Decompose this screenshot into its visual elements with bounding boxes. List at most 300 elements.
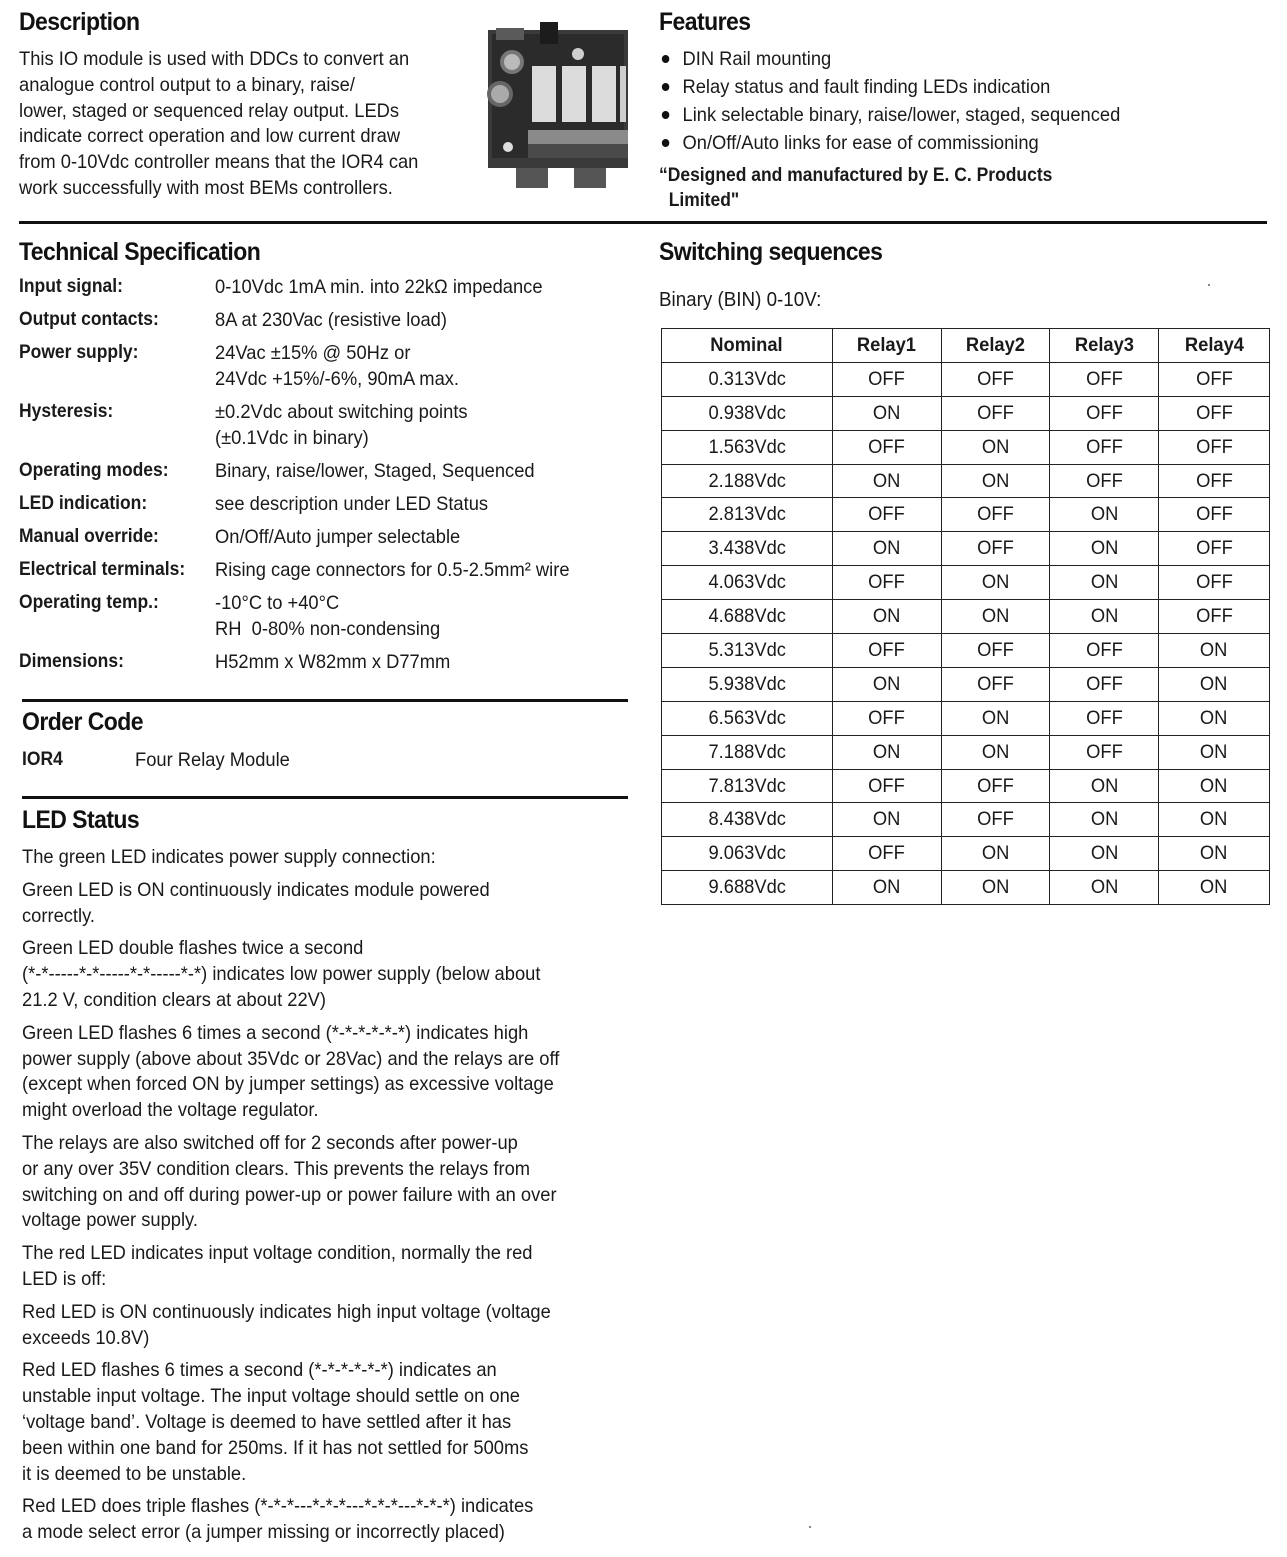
nominal-voltage-cell	[662, 735, 833, 769]
description-line: from 0-10Vdc controller means that the IOR4 can	[19, 151, 419, 174]
column-header-nominal	[662, 329, 833, 363]
relay-state-cell	[1050, 430, 1159, 464]
cell-text: 6.563Vdc	[708, 706, 786, 729]
description-line: lower, staged or sequenced relay output. LEDs	[19, 99, 400, 122]
relay-state-cell	[941, 464, 1050, 498]
paragraph-line: The red LED indicates input voltage condition, normally the red	[22, 1242, 533, 1265]
relay-state-cell	[1159, 735, 1270, 769]
paragraph-line: Red LED is ON continuously indicates high input voltage (voltage	[22, 1300, 551, 1323]
led-status-paragraph	[22, 1300, 600, 1352]
cell-text: OFF	[868, 706, 905, 729]
nominal-voltage-cell	[662, 396, 833, 430]
spec-label: Dimensions:	[19, 651, 124, 672]
relay-state-cell	[832, 362, 941, 396]
cell-text: 4.063Vdc	[708, 571, 786, 594]
feature-item	[659, 129, 1232, 157]
header-text: Relay3	[1074, 333, 1134, 356]
relay-state-cell	[941, 701, 1050, 735]
cell-text: OFF	[868, 774, 905, 797]
paragraph-line: voltage power supply.	[22, 1209, 198, 1232]
spec-row-electrical-terminals	[19, 557, 634, 583]
relay-state-cell	[832, 498, 941, 532]
paragraph-line: The green LED indicates power supply connection:	[22, 846, 436, 868]
spec-row-operating-temp	[19, 590, 634, 642]
relay-state-cell	[941, 566, 1050, 600]
scan-speck	[809, 1526, 811, 1528]
nominal-voltage-cell	[662, 769, 833, 803]
description-line: indicate correct operation and low current draw	[19, 125, 401, 148]
spec-value-line: On/Off/Auto jumper selectable	[215, 526, 461, 548]
credit-line: “Designed and manufactured by E. C. Products	[659, 165, 1053, 186]
table-row	[662, 769, 1270, 803]
relay-state-cell	[1159, 837, 1270, 871]
cell-text: OFF	[1195, 469, 1233, 492]
nominal-voltage-cell	[662, 803, 833, 837]
spec-row-input-signal	[19, 274, 634, 300]
order-code-section	[22, 708, 632, 772]
cell-text: OFF	[1195, 571, 1233, 594]
cell-text: OFF	[1195, 503, 1233, 526]
relay-state-cell	[1050, 769, 1159, 803]
cell-text: ON	[981, 842, 1010, 865]
feature-item	[659, 45, 1232, 73]
relay-state-cell	[1159, 667, 1270, 701]
table-row	[662, 701, 1270, 735]
cell-text: ON	[872, 605, 901, 628]
header-text: Relay4	[1184, 333, 1244, 356]
spec-label: Operating temp.:	[19, 592, 159, 613]
spec-value-line: H52mm x W82mm x D77mm	[215, 651, 451, 673]
relay-state-cell	[1159, 396, 1270, 430]
cell-text: 3.438Vdc	[708, 537, 786, 560]
relay-state-cell	[1050, 701, 1159, 735]
relay-state-cell	[941, 871, 1050, 905]
relay-state-cell	[1159, 532, 1270, 566]
relay-state-cell	[1050, 498, 1159, 532]
cell-text: 8.438Vdc	[708, 808, 786, 831]
cell-text: ON	[1090, 808, 1118, 831]
relay-state-cell	[832, 667, 941, 701]
cell-text: OFF	[1195, 537, 1233, 560]
paragraph-line: ‘voltage band’. Voltage is deemed to have settled after it has	[22, 1410, 512, 1433]
cell-text: ON	[1200, 876, 1228, 899]
relay-state-cell	[941, 634, 1050, 668]
cell-text: ON	[1200, 672, 1228, 695]
cell-text: OFF	[1195, 435, 1233, 458]
spec-value	[215, 340, 459, 392]
cell-text: ON	[981, 605, 1010, 628]
paragraph-line: it is deemed to be unstable.	[22, 1462, 247, 1485]
relay-state-cell	[941, 735, 1050, 769]
description-heading: Description	[19, 8, 140, 36]
led-status-paragraph	[22, 845, 600, 871]
feature-text: DIN Rail mounting	[682, 48, 832, 70]
spec-value	[215, 491, 488, 517]
paragraph-line: Red LED flashes 6 times a second (*-*-*-*-*-*) indicates an	[22, 1359, 497, 1382]
relay-state-cell	[1050, 634, 1159, 668]
cell-text: 5.938Vdc	[708, 672, 786, 695]
relay-state-cell	[1050, 396, 1159, 430]
spec-value	[215, 557, 570, 583]
relay-state-cell	[832, 769, 941, 803]
nominal-voltage-cell	[662, 498, 833, 532]
table-row	[662, 600, 1270, 634]
header-text: Nominal	[710, 333, 783, 356]
cell-text: ON	[1090, 537, 1118, 560]
order-code-row	[22, 749, 632, 772]
cell-text: ON	[1090, 876, 1118, 899]
spec-label: Input signal:	[19, 276, 123, 297]
spec-value-line: 8A at 230Vac (resistive load)	[215, 309, 447, 331]
cell-text: ON	[872, 876, 901, 899]
relay-state-cell	[832, 464, 941, 498]
relay-state-cell	[1050, 362, 1159, 396]
spec-label: Manual override:	[19, 526, 159, 547]
spec-row-manual-override	[19, 524, 634, 550]
relay-state-cell	[941, 769, 1050, 803]
spec-value-line: 24Vdc +15%/-6%, 90mA max.	[215, 368, 460, 390]
spec-value	[215, 307, 447, 333]
paragraph-line: Green LED flashes 6 times a second (*-*-*-*-*-*) indicates high	[22, 1021, 529, 1044]
cell-text: OFF	[868, 435, 905, 458]
spec-value-line: ±0.2Vdc about switching points	[215, 401, 468, 423]
relay-state-cell	[1159, 871, 1270, 905]
cell-text: 4.688Vdc	[708, 605, 786, 628]
cell-text: OFF	[1195, 605, 1233, 628]
relay-state-cell	[832, 600, 941, 634]
nominal-voltage-cell	[662, 634, 833, 668]
table-row	[662, 871, 1270, 905]
cell-text: 2.188Vdc	[708, 469, 786, 492]
spec-value	[215, 458, 535, 484]
relay-state-cell	[832, 735, 941, 769]
cell-text: OFF	[977, 367, 1014, 390]
header-text: Relay2	[965, 333, 1025, 356]
cell-text: OFF	[1085, 401, 1123, 424]
cell-text: OFF	[1085, 435, 1123, 458]
cell-text: 5.313Vdc	[708, 638, 786, 661]
relay-state-cell	[941, 803, 1050, 837]
relay-state-cell	[1159, 566, 1270, 600]
bullet-icon	[662, 139, 670, 147]
cell-text: OFF	[868, 842, 905, 865]
cell-text: ON	[872, 469, 901, 492]
spec-row-output-contacts	[19, 307, 634, 333]
spec-label: Power supply:	[19, 342, 139, 363]
spec-row-dimensions	[19, 649, 634, 675]
table-row	[662, 634, 1270, 668]
cell-text: ON	[981, 876, 1010, 899]
relay-state-cell	[1159, 362, 1270, 396]
relay-state-cell	[1159, 498, 1270, 532]
led-status-paragraph	[22, 878, 600, 930]
relay-state-cell	[941, 837, 1050, 871]
spec-row-led-indication	[19, 491, 634, 517]
nominal-voltage-cell	[662, 362, 833, 396]
switching-heading: Switching sequences	[659, 238, 883, 266]
cell-text: ON	[1200, 740, 1228, 763]
cell-text: ON	[981, 435, 1010, 458]
relay-state-cell	[1050, 532, 1159, 566]
cell-text: OFF	[1085, 740, 1123, 763]
relay-state-cell	[1050, 803, 1159, 837]
cell-text: ON	[1200, 842, 1228, 865]
relay-state-cell	[941, 667, 1050, 701]
spec-label: Output contacts:	[19, 309, 159, 330]
header-text: Relay1	[857, 333, 917, 356]
nominal-voltage-cell	[662, 430, 833, 464]
spec-value-line: -10°C to +40°C	[215, 592, 340, 614]
spec-value-line: Binary, raise/lower, Staged, Sequenced	[215, 460, 535, 482]
led-status-paragraph	[22, 1131, 600, 1234]
description-line: analogue control output to a binary, raise/	[19, 73, 355, 96]
spec-row-power-supply	[19, 340, 634, 392]
nominal-voltage-cell	[662, 871, 833, 905]
paragraph-line: unstable input voltage. The input voltage should settle on one	[22, 1385, 520, 1408]
cell-text: 7.188Vdc	[708, 740, 786, 763]
paragraph-line: LED is off:	[22, 1267, 107, 1290]
order-code-heading: Order Code	[22, 708, 144, 736]
column-header-relay2	[941, 329, 1050, 363]
relay-state-cell	[941, 498, 1050, 532]
cell-text: ON	[872, 808, 901, 831]
table-row	[662, 837, 1270, 871]
cell-text: OFF	[977, 638, 1014, 661]
nominal-voltage-cell	[662, 464, 833, 498]
order-code-value: IOR4	[22, 749, 63, 770]
bullet-icon	[662, 111, 670, 119]
cell-text: OFF	[868, 503, 905, 526]
cell-text: ON	[1090, 503, 1118, 526]
spec-value-line: RH 0-80% non-condensing	[215, 618, 441, 640]
table-header-row	[662, 329, 1270, 363]
spec-row-hysteresis	[19, 399, 634, 451]
table-row	[662, 464, 1270, 498]
table-row	[662, 532, 1270, 566]
relay-state-cell	[832, 430, 941, 464]
table-row	[662, 667, 1270, 701]
cell-text: OFF	[868, 571, 905, 594]
paragraph-line: (*-*-----*-*-----*-*-----*-*) indicates low power supply (below about	[22, 963, 541, 986]
nominal-voltage-cell	[662, 837, 833, 871]
paragraph-line: 21.2 V, condition clears at about 22V)	[22, 988, 327, 1011]
cell-text: ON	[872, 740, 901, 763]
table-row	[662, 362, 1270, 396]
features-heading: Features	[659, 8, 751, 36]
cell-text: ON	[1200, 774, 1228, 797]
feature-text: Relay status and fault finding LEDs indication	[682, 76, 1051, 98]
led-status-paragraph	[22, 936, 600, 1013]
description-text	[19, 47, 451, 202]
cell-text: 9.688Vdc	[708, 876, 786, 899]
spec-value-line: Rising cage connectors for 0.5-2.5mm² wire	[215, 559, 570, 581]
cell-text: 2.813Vdc	[708, 503, 786, 526]
relay-state-cell	[832, 566, 941, 600]
cell-text: ON	[1200, 808, 1228, 831]
cell-text: OFF	[868, 367, 905, 390]
spec-value	[215, 649, 450, 675]
relay-state-cell	[832, 396, 941, 430]
cell-text: ON	[1090, 605, 1118, 628]
switching-sequences-section	[659, 238, 1271, 905]
feature-text: On/Off/Auto links for ease of commissioning	[682, 132, 1039, 154]
table-row	[662, 803, 1270, 837]
paragraph-line: The relays are also switched off for 2 seconds after power-up	[22, 1131, 518, 1154]
relay-state-cell	[941, 430, 1050, 464]
paragraph-line: Red LED does triple flashes (*-*-*---*-*-*---*-*-*---*-*-*) indicates	[22, 1495, 534, 1518]
section-divider	[22, 796, 628, 799]
switching-subtitle: Binary (BIN) 0-10V:	[659, 289, 822, 311]
relay-state-cell	[832, 701, 941, 735]
manufacturer-credit	[659, 163, 1220, 213]
cell-text: 9.063Vdc	[708, 842, 786, 865]
led-status-heading: LED Status	[22, 806, 140, 834]
order-code-description: Four Relay Module	[135, 749, 290, 771]
spec-value	[215, 399, 468, 451]
cell-text: OFF	[977, 774, 1014, 797]
relay-state-cell	[1159, 600, 1270, 634]
relay-state-cell	[1050, 837, 1159, 871]
features-list	[659, 45, 1269, 157]
spec-row-operating-modes	[19, 458, 634, 484]
spec-value-line: 24Vac ±15% @ 50Hz or	[215, 342, 411, 364]
relay-state-cell	[1050, 871, 1159, 905]
table-row	[662, 396, 1270, 430]
features-section	[659, 8, 1269, 213]
cell-text: OFF	[1195, 367, 1233, 390]
paragraph-line: switching on and off during power-up or power failure with an over	[22, 1183, 557, 1206]
led-status-paragraph	[22, 1021, 600, 1124]
paragraph-line: exceeds 10.8V)	[22, 1326, 150, 1349]
cell-text: 1.563Vdc	[708, 435, 786, 458]
switching-table-body	[662, 362, 1270, 904]
led-status-paragraph	[22, 1241, 600, 1293]
cell-text: OFF	[1085, 638, 1123, 661]
relay-state-cell	[1159, 769, 1270, 803]
paragraph-line: (except when forced ON by jumper settings) as excessive voltage	[22, 1073, 554, 1096]
relay-state-cell	[832, 871, 941, 905]
nominal-voltage-cell	[662, 667, 833, 701]
credit-line: Limited"	[659, 190, 740, 211]
cell-text: OFF	[868, 638, 905, 661]
spec-label: Electrical terminals:	[19, 559, 186, 580]
feature-item	[659, 73, 1232, 101]
nominal-voltage-cell	[662, 600, 833, 634]
relay-state-cell	[832, 803, 941, 837]
relay-state-cell	[941, 396, 1050, 430]
cell-text: ON	[872, 537, 901, 560]
relay-state-cell	[941, 600, 1050, 634]
technical-specification-section	[19, 238, 634, 675]
spec-value-line: 0-10Vdc 1mA min. into 22kΩ impedance	[215, 276, 543, 298]
feature-item	[659, 101, 1232, 129]
relay-module-photo	[482, 22, 632, 190]
relay-state-cell	[1159, 464, 1270, 498]
cell-text: OFF	[977, 503, 1014, 526]
relay-state-cell	[1050, 667, 1159, 701]
led-status-paragraph	[22, 1494, 600, 1546]
relay-state-cell	[1159, 430, 1270, 464]
cell-text: ON	[1200, 706, 1228, 729]
spec-value-line: (±0.1Vdc in binary)	[215, 427, 369, 449]
cell-text: 0.938Vdc	[708, 401, 786, 424]
cell-text: OFF	[977, 672, 1014, 695]
relay-state-cell	[1159, 701, 1270, 735]
table-row	[662, 498, 1270, 532]
column-header-relay3	[1050, 329, 1159, 363]
cell-text: ON	[981, 469, 1010, 492]
scan-speck	[1208, 284, 1210, 286]
relay-module-icon	[482, 22, 632, 190]
cell-text: OFF	[1085, 367, 1123, 390]
relay-state-cell	[832, 837, 941, 871]
relay-state-cell	[1159, 803, 1270, 837]
cell-text: ON	[981, 740, 1010, 763]
spec-label: Operating modes:	[19, 460, 169, 481]
bullet-icon	[662, 55, 670, 63]
relay-state-cell	[1050, 464, 1159, 498]
spec-value	[215, 524, 460, 550]
paragraph-line: might overload the voltage regulator.	[22, 1099, 319, 1122]
section-divider	[22, 699, 628, 702]
paragraph-line: a mode select error (a jumper missing or incorrectly placed)	[22, 1521, 505, 1544]
table-row	[662, 430, 1270, 464]
tech-spec-heading: Technical Specification	[19, 238, 261, 266]
cell-text: ON	[1090, 842, 1118, 865]
cell-text: OFF	[1085, 672, 1123, 695]
relay-state-cell	[1050, 735, 1159, 769]
spec-list	[19, 274, 634, 675]
cell-text: OFF	[977, 401, 1014, 424]
relay-state-cell	[832, 634, 941, 668]
cell-text: OFF	[1085, 706, 1123, 729]
spec-value	[215, 274, 543, 300]
cell-text: ON	[1090, 774, 1118, 797]
cell-text: OFF	[1085, 469, 1123, 492]
feature-text: Link selectable binary, raise/lower, staged, sequenced	[682, 104, 1121, 126]
paragraph-line: been within one band for 250ms. If it has not settled for 500ms	[22, 1436, 529, 1459]
column-header-relay1	[832, 329, 941, 363]
paragraph-line: power supply (above about 35Vdc or 28Vac) and the relays are off	[22, 1047, 560, 1070]
paragraph-line: Green LED is ON continuously indicates module powered	[22, 878, 490, 901]
relay-state-cell	[1159, 634, 1270, 668]
nominal-voltage-cell	[662, 701, 833, 735]
led-status-paragraph	[22, 1358, 600, 1487]
paragraph-line: or any over 35V condition clears. This prevents the relays from	[22, 1157, 531, 1180]
led-status-section	[22, 806, 637, 1546]
cell-text: ON	[872, 401, 901, 424]
cell-text: ON	[981, 571, 1010, 594]
cell-text: 0.313Vdc	[708, 367, 786, 390]
column-header-relay4	[1159, 329, 1270, 363]
relay-state-cell	[832, 532, 941, 566]
description-section	[19, 8, 479, 202]
cell-text: ON	[1200, 638, 1228, 661]
cell-text: ON	[872, 672, 901, 695]
spec-value	[215, 590, 440, 642]
section-divider	[19, 221, 1267, 224]
relay-state-cell	[1050, 566, 1159, 600]
cell-text: OFF	[977, 808, 1014, 831]
description-line: work successfully with most BEMs controllers.	[19, 176, 393, 199]
cell-text: OFF	[1195, 401, 1233, 424]
nominal-voltage-cell	[662, 566, 833, 600]
table-row	[662, 566, 1270, 600]
cell-text: OFF	[977, 537, 1014, 560]
spec-label: LED indication:	[19, 493, 148, 514]
relay-state-cell	[941, 532, 1050, 566]
table-row	[662, 735, 1270, 769]
